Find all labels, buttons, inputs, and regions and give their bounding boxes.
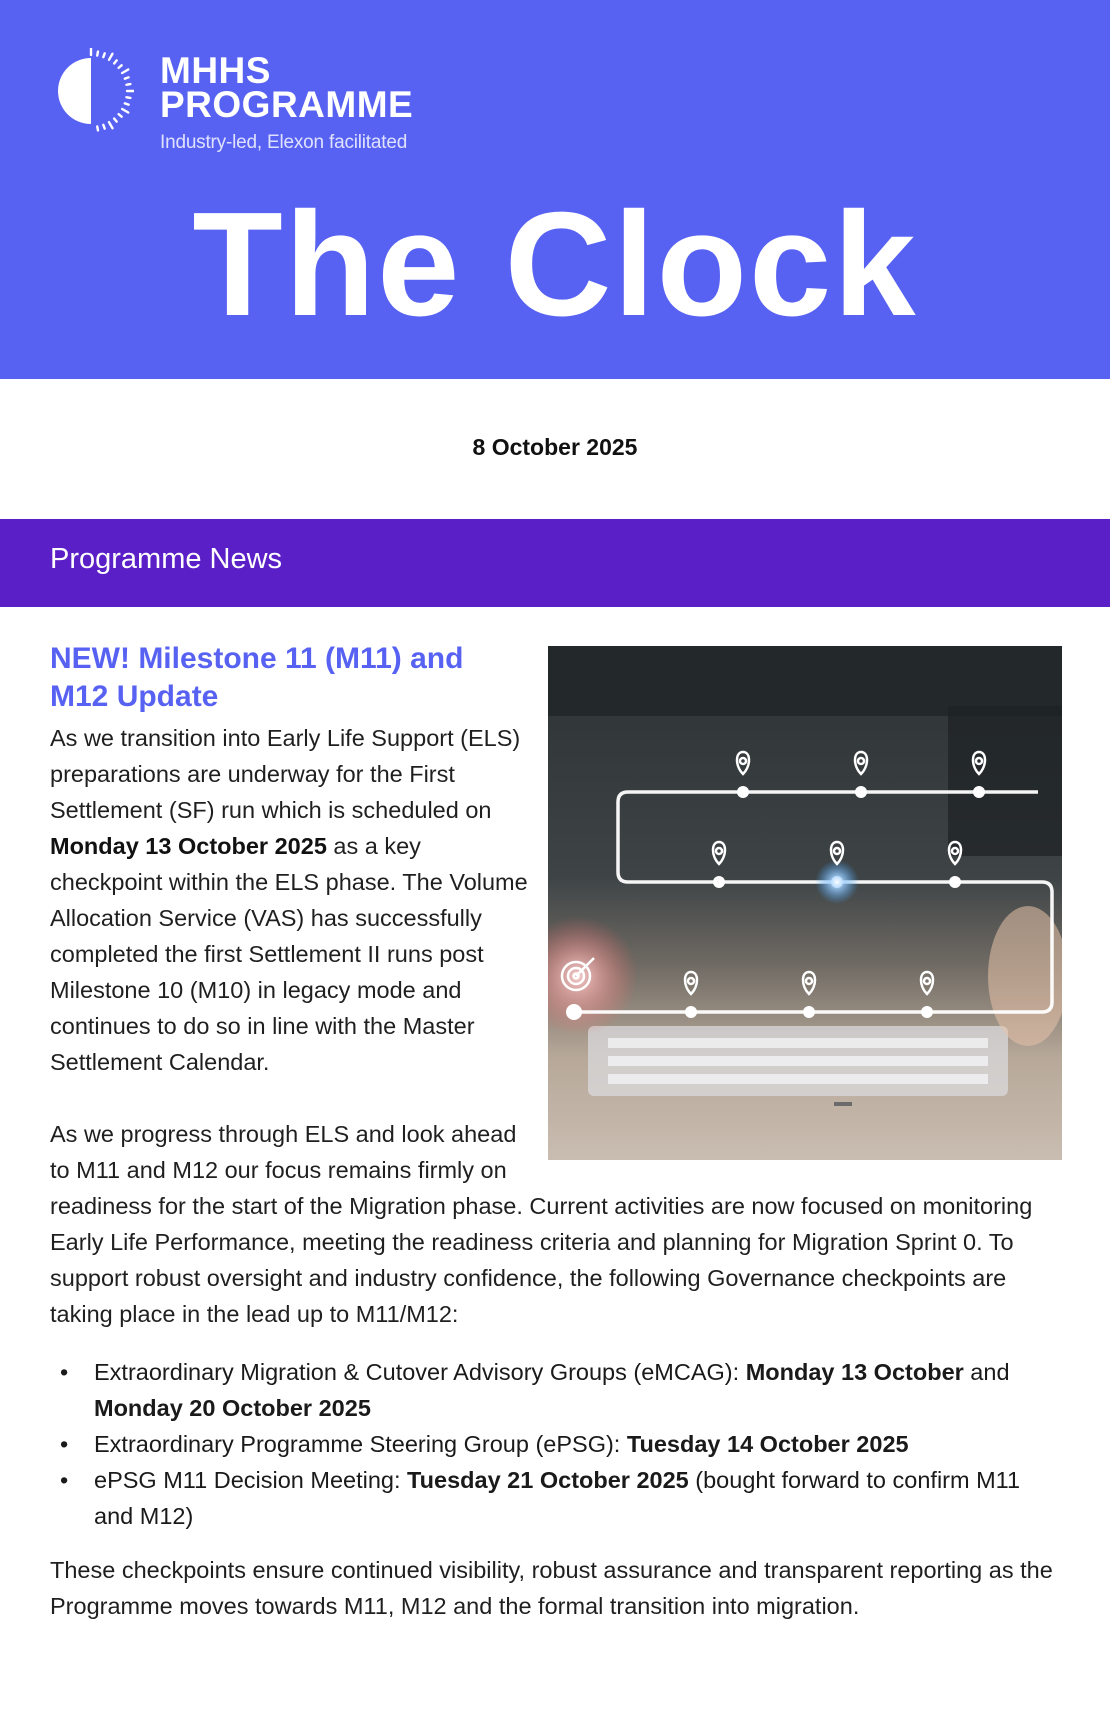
logo-line-1: MHHS	[160, 50, 271, 91]
checkpoint-text: ePSG M11 Decision Meeting:	[94, 1467, 408, 1493]
checkpoint-date: Tuesday 21 October 2025	[407, 1467, 689, 1493]
article	[50, 640, 1062, 1624]
programme-logo-text	[160, 50, 414, 154]
checkpoint-date: Tuesday 14 October 2025	[626, 1431, 909, 1457]
checkpoint-text: and	[963, 1359, 1010, 1385]
para1-bold-date: Monday 13 October 2025	[50, 833, 327, 859]
newsletter-header	[0, 0, 1110, 379]
bullet: •	[60, 1431, 69, 1457]
checkpoint-text: (bought forward to confirm M11 and M12)	[94, 1467, 1021, 1529]
article-paragraph-2: As we progress through ELS and look ahead to M11 and M12 our focus remains firmly on readiness for the start of the Migration phase. Current activities are now focused on monitoring Early Life Performance, meeting the readiness criteria and planning for Migration Sprint 0. To support robust oversight and industry confidence, the following Governance checkpoints are taking place in the lead up to M11/M12:	[50, 1121, 1033, 1327]
masthead-title: The Clock	[192, 182, 918, 347]
list-item	[60, 1462, 1062, 1534]
bullet: •	[60, 1467, 69, 1493]
bullet: •	[60, 1359, 69, 1385]
article-paragraph-3: These checkpoints ensure continued visibility, robust assurance and transparent reporting as the Programme moves towards M11, M12 and the formal transition into migration.	[50, 1557, 1053, 1619]
checkpoint-list	[50, 1354, 1062, 1534]
checkpoint-text: Extraordinary Migration & Cutover Advisory Groups (eMCAG):	[94, 1359, 746, 1385]
para1-text-2: as a key checkpoint within the ELS phase. The Volume Allocation Service (VAS) has successfully completed the first Settlement II runs post Milestone 10 (M10) in legacy mode and continues to do so in line with the Master Settlement Calendar.	[50, 833, 528, 1075]
section-title: Programme News	[50, 543, 283, 575]
article-headline: NEW! Milestone 11 (M11) and M12 Update	[50, 642, 464, 713]
logo-tagline: Industry-led, Elexon facilitated	[160, 132, 408, 153]
issue-date: 8 October 2025	[472, 434, 638, 460]
para1-text-1: As we transition into Early Life Support (ELS) preparations are underway for the First Settlement (SF) run which is scheduled on	[50, 725, 521, 823]
checkpoint-date: Monday 20 October 2025	[94, 1395, 371, 1421]
timeline-roadmap-image-icon	[548, 646, 1062, 1160]
checkpoint-date: Monday 13 October	[745, 1359, 964, 1385]
half-sun-clock-logo-icon	[48, 48, 134, 134]
section-band	[0, 519, 1110, 607]
list-item	[60, 1426, 1062, 1462]
logo-line-2: PROGRAMME	[160, 84, 414, 125]
list-item	[60, 1354, 1062, 1426]
checkpoint-text: Extraordinary Programme Steering Group (ePSG):	[94, 1431, 627, 1457]
